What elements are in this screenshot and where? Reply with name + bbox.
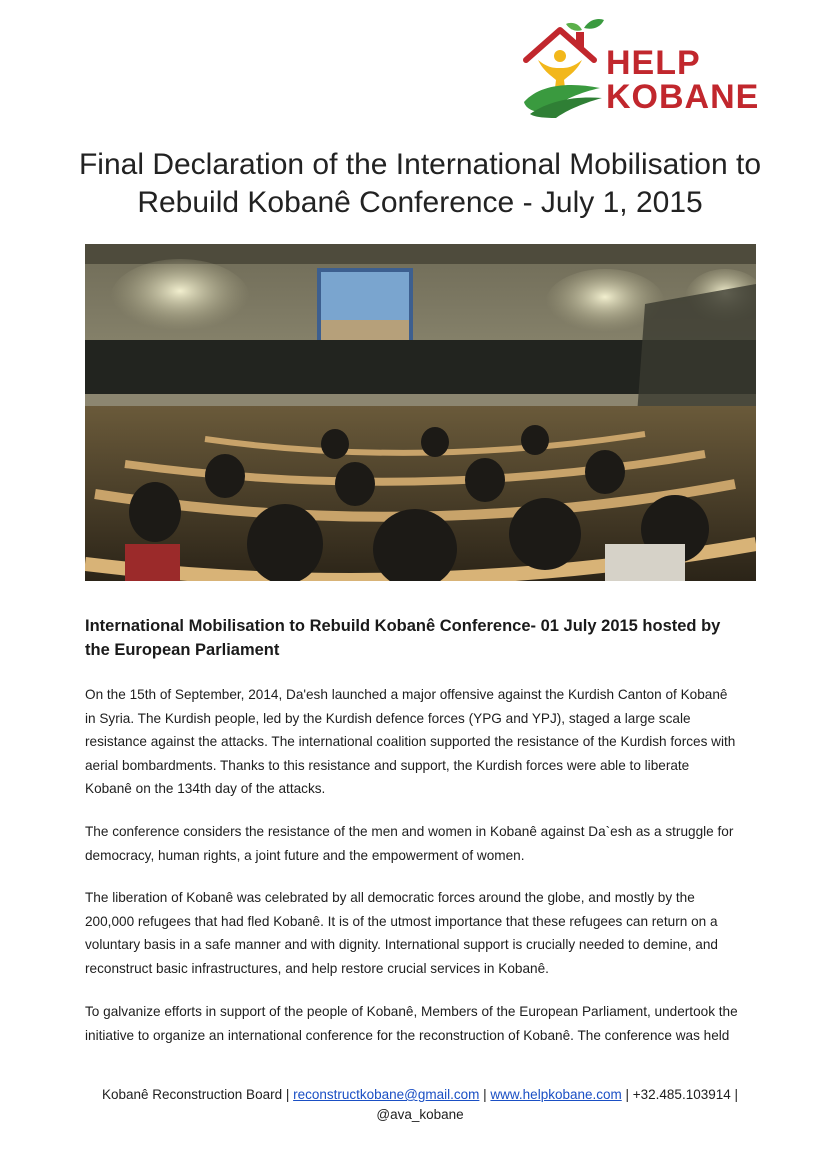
page-footer xyxy=(60,1085,780,1125)
conference-photo xyxy=(85,244,756,581)
section-heading-line-2: the European Parliament xyxy=(85,641,280,659)
paragraph-3 xyxy=(85,886,761,980)
footer-handle: @ava_kobane xyxy=(376,1107,464,1122)
document-title xyxy=(40,146,800,222)
house-person-logo-icon xyxy=(520,18,610,118)
title-line-2: Rebuild Kobanê Conference - July 1, 2015 xyxy=(137,186,703,219)
paragraph-1 xyxy=(85,683,761,801)
paragraph-line: Kobanê on the 134th day of the attacks. xyxy=(85,781,326,796)
section-heading xyxy=(85,614,765,662)
title-line-1: Final Declaration of the International Mobilisation to xyxy=(78,148,762,181)
paragraph-line: aerial bombardments. Thanks to this resistance and support, the Kurdish forces were able to liberate xyxy=(85,757,690,773)
footer-website-link[interactable]: www.helpkobane.com xyxy=(490,1087,622,1102)
footer-line-1: Kobanê Reconstruction Board | reconstructkobane@gmail.com | www.helpkobane.com | +32.485.103914 | xyxy=(101,1087,739,1102)
paragraph-line: The conference considers the resistance of the men and women in Kobanê against Da`esh as a struggle for xyxy=(85,824,734,839)
paragraph-2 xyxy=(85,820,761,867)
paragraph-line: in Syria. The Kurdish people, led by the Kurdish defence forces (YPG and YPJ), staged a large scale xyxy=(85,710,691,726)
footer-org: Kobanê Reconstruction Board xyxy=(101,1087,283,1102)
paragraph-line: reconstruct basic infrastructures, and help restore crucial services in Kobanê. xyxy=(85,960,549,976)
paragraph-line: democracy, human rights, a joint future and the empowerment of women. xyxy=(85,847,525,863)
paragraph-line: To galvanize efforts in support of the people of Kobanê, Members of the European Parliament, undertook the xyxy=(85,1004,738,1019)
paragraph-line: resistance against the attacks. The international coalition supported the resistance of the Kurdish forces with xyxy=(85,734,736,749)
section-heading-line-1: International Mobilisation to Rebuild Kobanê Conference- 01 July 2015 hosted by xyxy=(85,617,721,635)
paragraph-line: On the 15th of September, 2014, Da'esh launched a major offensive against the Kurdish Canton of Kobanê xyxy=(85,687,728,702)
paragraph-line: The liberation of Kobanê was celebrated by all democratic forces around the globe, and mostly by the xyxy=(85,890,695,905)
conference-hall-image xyxy=(85,244,756,581)
footer-phone: +32.485.103914 xyxy=(632,1087,731,1102)
paragraph-line: voluntary basis in a safe manner and with dignity. International support is crucially needed to demine, and xyxy=(85,937,718,952)
help-kobane-logo xyxy=(520,18,760,118)
paragraph-4 xyxy=(85,1000,761,1047)
footer-email-link[interactable]: reconstructkobane@gmail.com xyxy=(293,1087,480,1102)
paragraph-line: 200,000 refugees that had fled Kobanê. It is of the utmost importance that these refugees can return on a xyxy=(85,913,718,929)
logo-word-kobane: KOBANE xyxy=(606,78,760,116)
paragraph-line: initiative to organize an international conference for the reconstruction of Kobanê. The conference was held xyxy=(85,1027,730,1043)
logo-word-help: HELP xyxy=(606,44,701,82)
